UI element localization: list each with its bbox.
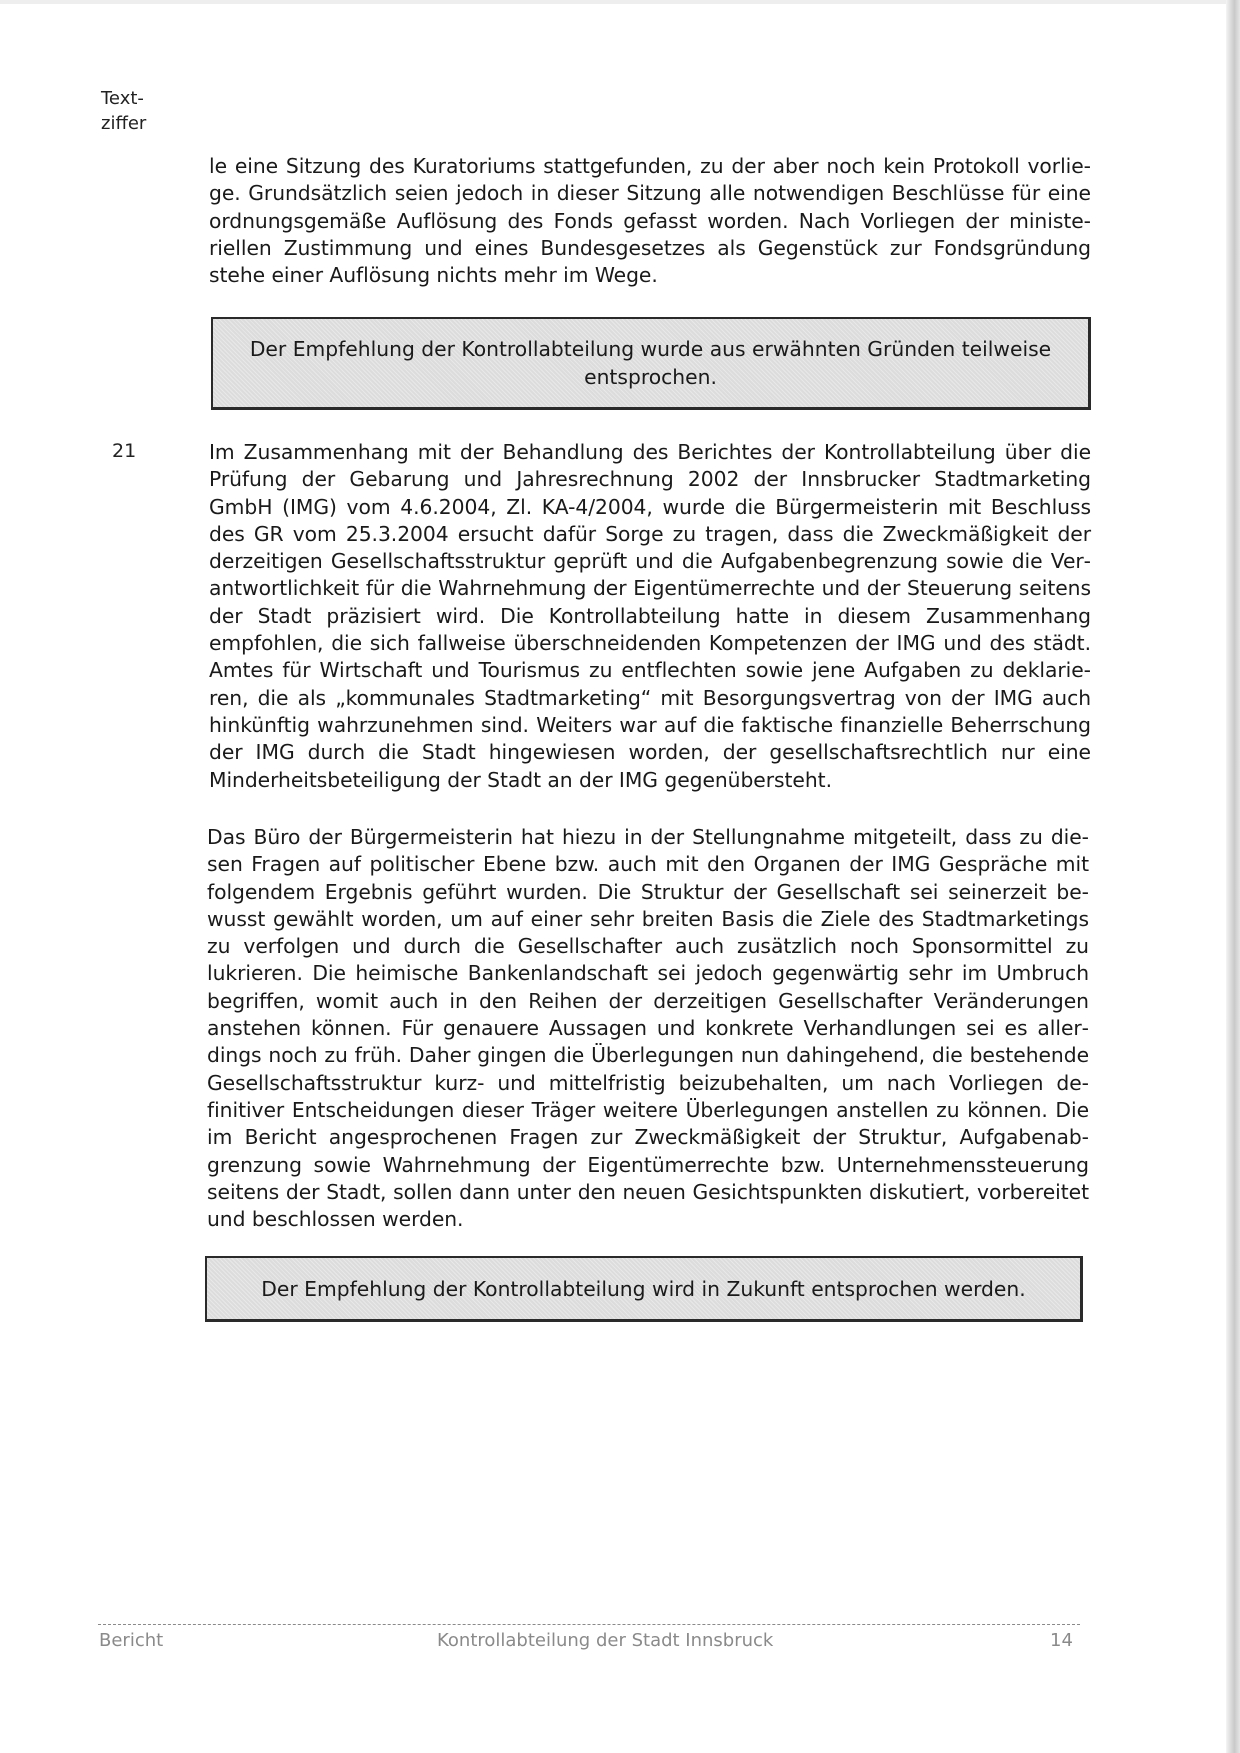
margin-label-line1: Text- [101,88,144,109]
recommendation-text-1: Der Empfehlung der Kontrollabteilung wurde aus erwähnten Gründen teilweise entsprochen. [249,337,1052,389]
recommendation-box-2 [205,1256,1083,1322]
footer-report-label: Bericht [99,1630,164,1651]
scan-edge-top [0,0,1240,4]
page-number: 14 [1050,1630,1073,1651]
margin-label-line2: ziffer [101,113,147,134]
textziffer-number-21: 21 [112,440,137,462]
margin-label-textziffer [101,86,146,136]
scan-edge-right [1226,0,1240,1753]
paragraph-21-2: Das Büro der Bürgermeisterin hat hiezu in der Stellungnahme mitgeteilt, dass zu diesen Fragen auf politischer Ebene bzw. auch mit den Organen der IMG Gespräche mit folgendem Ergebnis geführt wurden. Die Struktur der Gesellschaft sei seinerzeit bewusst gewählt worden, um auf einer sehr breiten Basis die Ziele des Stadtmarketings zu verfolgen und durch die Gesellschafter auch zusätzlich noch Sponsormittel zu lukrieren. Die heimische Bankenlandschaft sei jedoch gegenwärtig sehr im Umbruch begriffen, womit auch in den Reihen der derzeitigen Gesellschafter Veränderungen anstehen können. Für genauere Aussagen und konkrete Verhandlungen sei es allerdings noch zu früh. Daher gingen die Überlegungen nun dahingehend, die bestehende Gesellschaftsstruktur kurz- und mittelfristig beizubehalten, um nach Vorliegen definitiver Entscheidungen dieser Träger weitere Überlegungen anstellen zu können. Die im Bericht angesprochenen Fragen zur Zweckmäßigkeit der Struktur, Aufgabenabgrenzung sowie Wahrnehmung der Eigentümerrechte bzw. Unternehmenssteuerung seitens der Stadt, sollen dann unter den neuen Gesichtspunkten diskutiert, vorbereitet und beschlossen werden. [207,825,1089,1232]
footer-department: Kontrollabteilung der Stadt Innsbruck [437,1630,774,1651]
recommendation-box-1 [211,317,1091,410]
recommendation-text-2: Der Empfehlung der Kontrollabteilung wird in Zukunft entsprochen werden. [261,1276,1026,1301]
footer-divider [98,1624,1080,1625]
paragraph-continuation: le eine Sitzung des Kuratoriums stattgefunden, zu der aber noch kein Protokoll vorliege. Grundsätzlich seien jedoch in dieser Sitzung alle notwendigen Beschlüsse für eine ordnungsgemäße Auflösung des Fonds gefasst worden. Nach Vorliegen der ministeriellen Zustimmung und eines Bundesgesetzes als Gegenstück zur Fondsgründung stehe einer Auflösung nichts mehr im Wege. [209,154,1091,288]
paragraph-21-1: Im Zusammenhang mit der Behandlung des Berichtes der Kontrollabteilung über die Prüfung der Gebarung und Jahresrechnung 2002 der Innsbrucker Stadtmarketing GmbH (IMG) vom 4.6.2004, Zl. KA-4/2004, wurde die Bürgermeisterin mit Beschluss des GR vom 25.3.2004 ersucht dafür Sorge zu tragen, dass die Zweckmäßigkeit der derzeitigen Gesellschaftsstruktur geprüft und die Aufgabenbegrenzung sowie die Verantwortlichkeit für die Wahrnehmung der Eigentümerrechte und der Steuerung seitens der Stadt präzisiert wird. Die Kontrollabteilung hatte in diesem Zusammenhang empfohlen, die sich fallweise überschneidenden Kompetenzen der IMG und des städt. Amtes für Wirtschaft und Tourismus zu entflechten sowie jene Aufgaben zu deklarieren, die als „kommunales Stadtmarketing“ mit Besorgungsvertrag von der IMG auch hinkünftig wahrzunehmen sind. Weiters war auf die faktische finanzielle Beherrschung der IMG durch die Stadt hingewiesen worden, der gesellschaftsrechtlich nur eine Minderheitsbeteiligung der Stadt an der IMG gegenübersteht. [209,440,1091,792]
